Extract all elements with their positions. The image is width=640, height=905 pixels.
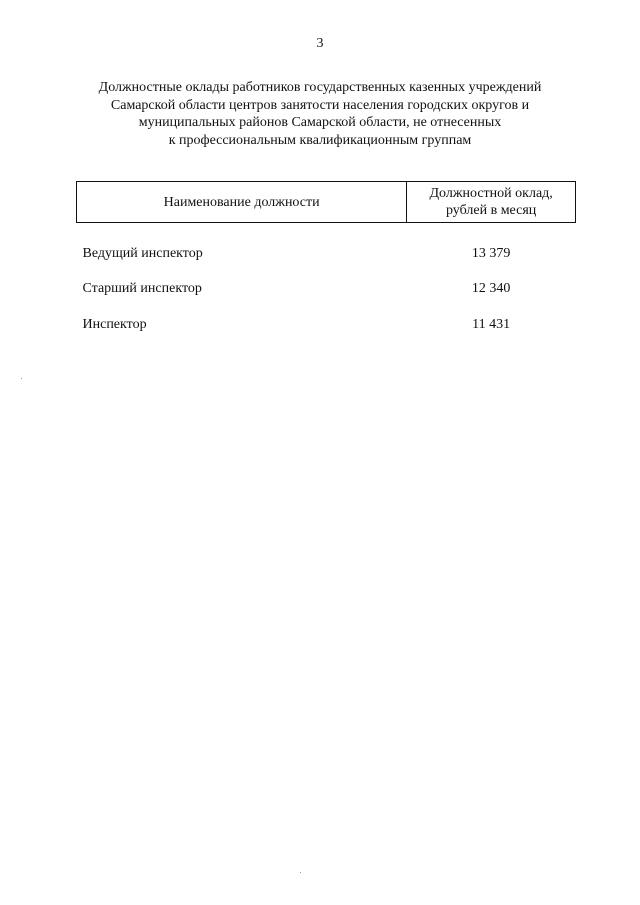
title-line: Должностные оклады работников государственных казенных учреждений xyxy=(98,80,542,95)
position-cell: Ведущий инспектор xyxy=(82,245,203,261)
column-header-position: Наименование должности xyxy=(77,182,407,223)
scan-speck xyxy=(300,872,301,873)
table-spacer-row xyxy=(77,223,576,237)
title-line: Самарской области центров занятости населения городских округов и xyxy=(110,97,530,113)
page-number: 3 xyxy=(316,36,324,51)
title-line: к профессиональным квалификационным группам xyxy=(168,132,472,148)
position-cell: Инспектор xyxy=(82,316,147,332)
salary-cell: 13 379 xyxy=(471,245,511,261)
scan-speck xyxy=(21,378,22,379)
table-row xyxy=(77,307,576,343)
column-header-salary-line: Должностной оклад, xyxy=(429,186,553,201)
salary-cell: 12 340 xyxy=(471,281,511,297)
title-line: муниципальных районов Самарской области, не отнесенных xyxy=(138,115,502,130)
table-row xyxy=(77,236,576,272)
position-cell: Старший инспектор xyxy=(82,281,202,297)
salary-cell: 11 431 xyxy=(472,316,511,332)
column-header-salary-line: рублей в месяц xyxy=(445,203,537,218)
table-header-row xyxy=(77,182,576,223)
salary-table xyxy=(76,181,576,343)
table-row xyxy=(77,272,576,308)
column-header-salary xyxy=(407,182,576,223)
document-title xyxy=(60,79,580,149)
